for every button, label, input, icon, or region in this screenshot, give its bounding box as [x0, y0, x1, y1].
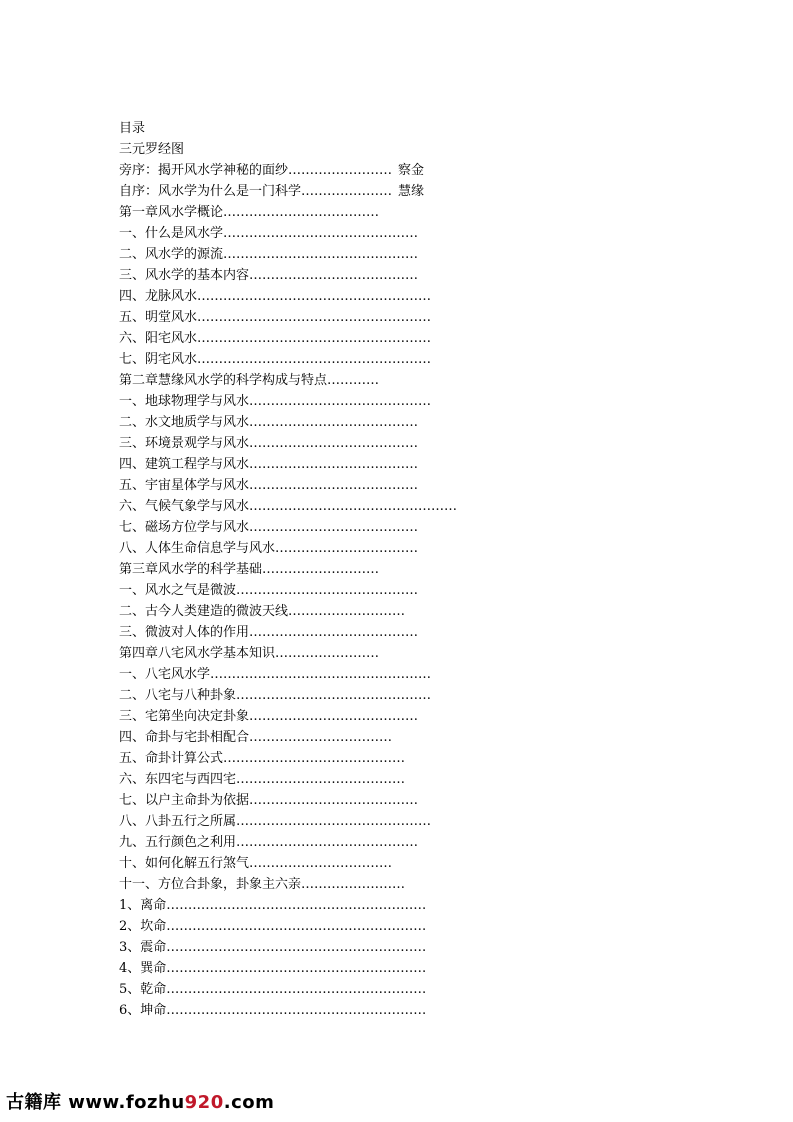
toc-entry-text: 第二章慧缘风水学的科学构成与特点………… [119, 373, 380, 388]
toc-entry-text: 3、震命…………………………………………………… [119, 940, 427, 955]
toc-entry-text: 旁序：揭开风水学神秘的面纱…………………… [119, 163, 393, 178]
toc-entry-text: 6、坤命…………………………………………………… [119, 1003, 427, 1018]
toc-entry-text: 五、命卦计算公式…………………………………… [119, 751, 406, 766]
toc-entry-text: 八、八卦五行之所属……………………………………… [119, 814, 432, 829]
toc-entry [119, 433, 479, 454]
toc-entry-text: 四、龙脉风水……………………………………………… [119, 289, 432, 304]
toc-entry-text: 一、地球物理学与风水…………………………………… [119, 394, 432, 409]
toc-entry [119, 181, 479, 202]
toc-entry [119, 916, 479, 937]
toc-entry-text: 九、五行颜色之利用…………………………………… [119, 835, 419, 850]
footer-url-accent: 920 [184, 1092, 224, 1113]
toc-entry-text: 七、阴宅风水……………………………………………… [119, 352, 432, 367]
toc-entry [119, 685, 479, 706]
toc-entry [119, 979, 479, 1000]
toc-entry [119, 160, 479, 181]
toc-entry [119, 601, 479, 622]
toc-entry [119, 643, 479, 664]
toc-entry [119, 370, 479, 391]
toc-entry [119, 853, 479, 874]
footer-url-suffix: .com [223, 1092, 275, 1113]
toc-entries [119, 139, 479, 1021]
toc-entry-text: 七、以户主命卦为依据………………………………… [119, 793, 419, 808]
toc-entry [119, 286, 479, 307]
toc-entry [119, 874, 479, 895]
toc-entry-text: 自序：风水学为什么是一门科学………………… [119, 184, 393, 199]
toc-entry [119, 475, 479, 496]
toc-entry-text: 十一、方位合卦象，卦象主六亲…………………… [119, 877, 406, 892]
table-of-contents [119, 118, 479, 1021]
toc-entry-text: 第一章风水学概论……………………………… [119, 205, 380, 220]
toc-entry-text: 二、古今人类建造的微波天线……………………… [119, 604, 406, 619]
toc-entry-text: 七、磁场方位学与风水………………………………… [119, 520, 419, 535]
toc-entry-text: 一、八宅风水学…………………………………………… [119, 667, 432, 682]
toc-entry-text: 六、阳宅风水……………………………………………… [119, 331, 432, 346]
toc-entry [119, 811, 479, 832]
toc-entry-text: 5、乾命…………………………………………………… [119, 982, 427, 997]
toc-entry [119, 832, 479, 853]
toc-entry [119, 202, 479, 223]
toc-entry-text: 4、巽命…………………………………………………… [119, 961, 427, 976]
toc-entry-text: 一、风水之气是微波…………………………………… [119, 583, 419, 598]
toc-entry-text: 三元罗经图 [119, 142, 185, 157]
footer-url-prefix: www.fozhu [61, 1092, 185, 1113]
toc-entry [119, 265, 479, 286]
toc-entry [119, 349, 479, 370]
toc-entry-text: 三、微波对人体的作用………………………………… [119, 625, 419, 640]
toc-entry-text: 第三章风水学的科学基础……………………… [119, 562, 380, 577]
toc-entry-text: 第四章八宅风水学基本知识…………………… [119, 646, 380, 661]
toc-entry-text: 六、东四宅与西四宅………………………………… [119, 772, 406, 787]
toc-entry-text: 六、气候气象学与风水………………………………………… [119, 499, 458, 514]
footer-site-name: 古籍库 [6, 1092, 62, 1113]
toc-entry [119, 748, 479, 769]
toc-entry-text: 三、宅第坐向决定卦象………………………………… [119, 709, 419, 724]
toc-entry [119, 706, 479, 727]
toc-entry [119, 244, 479, 265]
toc-entry-author: 慧缘 [398, 184, 425, 199]
toc-entry-text: 八、人体生命信息学与风水…………………………… [119, 541, 419, 556]
toc-entry [119, 727, 479, 748]
toc-entry [119, 454, 479, 475]
toc-entry [119, 496, 479, 517]
toc-entry-text: 十、如何化解五行煞气…………………………… [119, 856, 393, 871]
toc-entry-text: 三、环境景观学与风水………………………………… [119, 436, 419, 451]
toc-entry [119, 664, 479, 685]
toc-entry [119, 958, 479, 979]
toc-entry-text: 二、风水学的源流……………………………………… [119, 247, 419, 262]
toc-entry-text: 五、明堂风水……………………………………………… [119, 310, 432, 325]
toc-entry [119, 790, 479, 811]
toc-entry-text: 一、什么是风水学……………………………………… [119, 226, 419, 241]
toc-entry [119, 580, 479, 601]
toc-entry [119, 769, 479, 790]
toc-entry [119, 412, 479, 433]
toc-entry [119, 391, 479, 412]
toc-entry-text: 2、坎命…………………………………………………… [119, 919, 427, 934]
toc-entry [119, 517, 479, 538]
toc-entry-author: 察金 [398, 163, 425, 178]
toc-entry [119, 328, 479, 349]
toc-entry [119, 1000, 479, 1021]
toc-entry-text: 四、建筑工程学与风水………………………………… [119, 457, 419, 472]
toc-entry [119, 139, 479, 160]
toc-entry [119, 538, 479, 559]
watermark-footer [6, 1088, 274, 1118]
toc-entry [119, 559, 479, 580]
toc-entry-text: 五、宇宙星体学与风水………………………………… [119, 478, 419, 493]
toc-entry-text: 二、八宅与八种卦象……………………………………… [119, 688, 432, 703]
toc-entry [119, 622, 479, 643]
toc-entry-text: 四、命卦与宅卦相配合…………………………… [119, 730, 393, 745]
toc-entry [119, 223, 479, 244]
toc-entry [119, 937, 479, 958]
toc-entry-text: 二、水文地质学与风水………………………………… [119, 415, 419, 430]
toc-entry [119, 895, 479, 916]
toc-entry-text: 1、离命…………………………………………………… [119, 898, 427, 913]
toc-entry-text: 三、风水学的基本内容………………………………… [119, 268, 419, 283]
toc-title: 目录 [119, 121, 146, 136]
toc-entry [119, 307, 479, 328]
